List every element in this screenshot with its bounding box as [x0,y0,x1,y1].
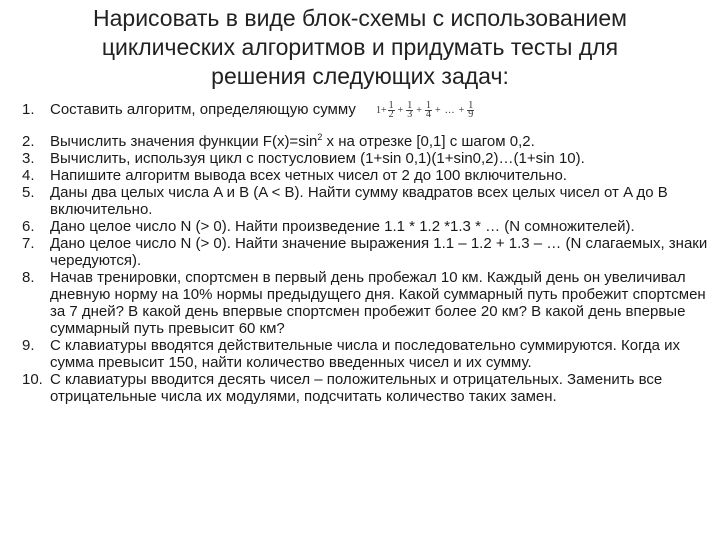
task-item-2 [22,133,712,150]
formula-dots: … [444,104,455,116]
task-item-5 [22,184,712,218]
formula-plus: + [416,104,422,116]
fraction-1-9: $\frac{1}{9}$ [468,99,474,120]
fraction-1-3: $\frac{1}{3}$ [407,99,413,120]
task-item-7 [22,235,712,269]
task-item-3 [22,150,712,167]
task-number: 6. [22,217,35,235]
task-item-6 [22,218,712,235]
task-list [22,101,712,405]
task-item-10 [22,371,712,405]
task-number: 2. [22,132,35,150]
superscript-2: 2 [317,131,323,142]
task-text: Даны два целых числа A и B (A < B). Найти сумму квадратов всех целых чисел от A до B включительно. [50,183,668,218]
formula-lead: 1+ [376,104,387,116]
task-text: С клавиатуры вводятся действительные числа и последовательно суммируются. Когда их сумма превысит 150, найти количество введенных чисел и их сумму. [50,336,681,371]
formula-plus: + [397,104,404,116]
task-item-9 [22,337,712,371]
task-item-1 [22,101,712,119]
task-number: 3. [22,149,35,167]
fraction-1-2: $\frac{1}{2}$ [388,99,394,120]
fraction-1-4: $\frac{1}{4}$ [425,99,431,120]
task-number: 9. [22,336,35,354]
task-text: Дано целое число N (> 0). Найти значение выражения 1.1 – 1.2 + 1.3 – … (N слагаемых, знаки чередуются). [50,234,708,269]
formula-plus: + [434,104,441,116]
task-number: 8. [22,268,35,286]
task-text: Составить алгоритм, определяющую сумму [50,101,356,118]
task-number: 1. [22,101,35,118]
formula-plus: + [458,104,465,116]
task-text: Начав тренировки, спортсмен в первый день пробежал 10 км. Каждый день он увеличивал дневную норму на 10% нормы предыдущего дня. Какой суммарный путь пробежит спортсмен за 7 дней? В какой день впервые спортсмен пробежит более 20 км? В какой день впервые суммарный путь превысит 60 км? [50,268,706,337]
title-line-2: циклических алгоритмов и придумать тесты для [101,34,619,60]
task-number: 7. [22,234,35,252]
task-text: Вычислить, используя цикл с постусловием (1+sin 0,1)(1+sin0,2)…(1+sin 10). [50,149,585,167]
task-text: Дано целое число N (> 0). Найти произведение 1.1 * 1.2 *1.3 * … (N сомножителей). [50,217,635,235]
task-text: Вычислить значения функции F(x)=sin [50,132,318,150]
task-text-tail: x на отрезке [0,1] с шагом 0,2. [322,132,535,150]
task-number: 4. [22,166,35,184]
title-line-1: Нарисовать в виде блок-схемы с использованием [93,5,627,31]
task-item-4 [22,167,712,184]
title-line-3: решения следующих задач: [211,63,509,89]
slide-title [60,4,660,91]
task-item-8 [22,269,712,337]
task-text: Напишите алгоритм вывода всех четных чисел от 2 до 100 включительно. [50,166,567,184]
task-text: С клавиатуры вводится десять чисел – положительных и отрицательных. Заменить все отрицательные числа их модулями, подсчитать количество таких замен. [50,370,663,405]
task-number: 5. [22,183,35,201]
sum-formula [376,99,475,120]
task-number: 10. [22,370,43,388]
